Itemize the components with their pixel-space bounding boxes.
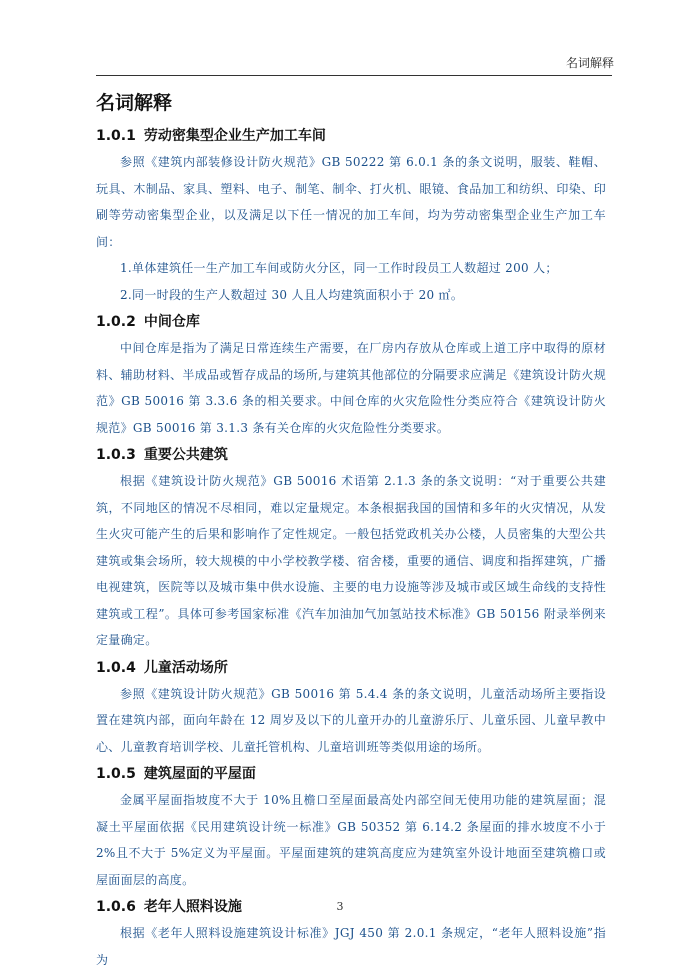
list-item: 1.单体建筑任一生产加工车间或防火分区，同一工作时段员工人数超过 200 人；	[120, 261, 558, 275]
section-number: 1.0.1	[96, 128, 136, 144]
section-1-0-4	[96, 656, 606, 761]
section-1-0-3	[96, 443, 606, 654]
section-title: 重要公共建筑	[143, 447, 228, 463]
paragraph: 中间仓库是指为了满足日常连续生产需要，在厂房内存放从仓库或上道工序中取得的原材料、辅助材料、半成品或暂存成品的场所,与建筑其他部位的分隔要求应满足《建筑设计防火规范》GB 50016 第 3.3.6 条的相关要求。中间仓库的火灾危险性分类应符合《建筑设计防火规范》GB 50016 第 3.1.3 条有关仓库的火灾危险性分类要求。	[96, 341, 606, 435]
section-heading	[96, 443, 606, 467]
section-heading	[96, 124, 606, 148]
section-number: 1.0.6	[96, 899, 136, 915]
section-1-0-2	[96, 310, 606, 441]
section-number: 1.0.3	[96, 447, 136, 463]
paragraph: 参照《建筑内部装修设计防火规范》GB 50222 第 6.0.1 条的条文说明，服装、鞋帽、玩具、木制品、家具、塑料、电子、制笔、制伞、打火机、眼镜、食品加工和纺织、印染、印刷等劳动密集型企业，以及满足以下任一情况的加工车间，均为劳动密集型企业生产加工车间：	[96, 155, 606, 249]
section-title: 建筑屋面的平屋面	[143, 766, 256, 782]
section-number: 1.0.4	[96, 659, 136, 676]
section-heading	[96, 762, 606, 786]
section-1-0-5	[96, 762, 606, 893]
paragraph: 根据《建筑设计防火规范》GB 50016 术语第 2.1.3 条的条文说明：“对于重要公共建筑，不同地区的情况不尽相同，难以定量规定。本条根据我国的国情和多年的火灾情况，从发生火灾可能产生的后果和影响作了定性规定。一般包括党政机关办公楼，人员密集的大型公共建筑或集会场所，较大规模的中小学校教学楼、宿舍楼，重要的通信、调度和指挥建筑，广播电视建筑，医院等以及城市集中供水设施、主要的电力设施等涉及城市或区域生命线的支持性建筑或工程”。具体可参考国家标准《汽车加油加气加氢站技术标准》GB 50156 附录举例来定量确定。	[96, 474, 606, 647]
section-title: 儿童活动场所	[143, 659, 228, 676]
section-number: 1.0.2	[96, 314, 136, 330]
page-content	[96, 90, 606, 975]
section-title: 中间仓库	[143, 314, 200, 330]
running-header: 名词解释	[565, 56, 614, 70]
section-1-0-1	[96, 124, 606, 308]
section-title: 劳动密集型企业生产加工车间	[143, 128, 326, 144]
page-title: 名词解释	[96, 92, 173, 114]
section-heading	[96, 310, 606, 334]
header-divider	[96, 75, 612, 76]
section-heading	[96, 656, 606, 680]
list-item: 2.同一时段的生产人数超过 30 人且人均建筑面积小于 20 ㎡。	[120, 287, 464, 302]
page-number: 3	[336, 900, 344, 913]
section-title: 老年人照料设施	[143, 899, 242, 915]
paragraph: 根据《老年人照料设施建筑设计标准》JGJ 450 第 2.0.1 条规定，“老年人照料设施”指为	[96, 926, 606, 967]
section-number: 1.0.5	[96, 766, 136, 782]
paragraph: 金属平屋面指坡度不大于 10%且檐口至屋面最高处内部空间无使用功能的建筑屋面；混凝土平屋面依据《民用建筑设计统一标准》GB 50352 第 6.14.2 条屋面的排水坡度不小于 2%且不大于 5%定义为平屋面。平屋面建筑的建筑高度应为建筑室外设计地面至建筑檐口或屋面面层的高度。	[96, 793, 606, 887]
paragraph: 参照《建筑设计防火规范》GB 50016 第 5.4.4 条的条文说明，儿童活动场所主要指设置在建筑内部，面向年龄在 12 周岁及以下的儿童开办的儿童游乐厅、儿童乐园、儿童早教中心、儿童教育培训学校、儿童托管机构、儿童培训班等类似用途的场所。	[96, 686, 606, 754]
